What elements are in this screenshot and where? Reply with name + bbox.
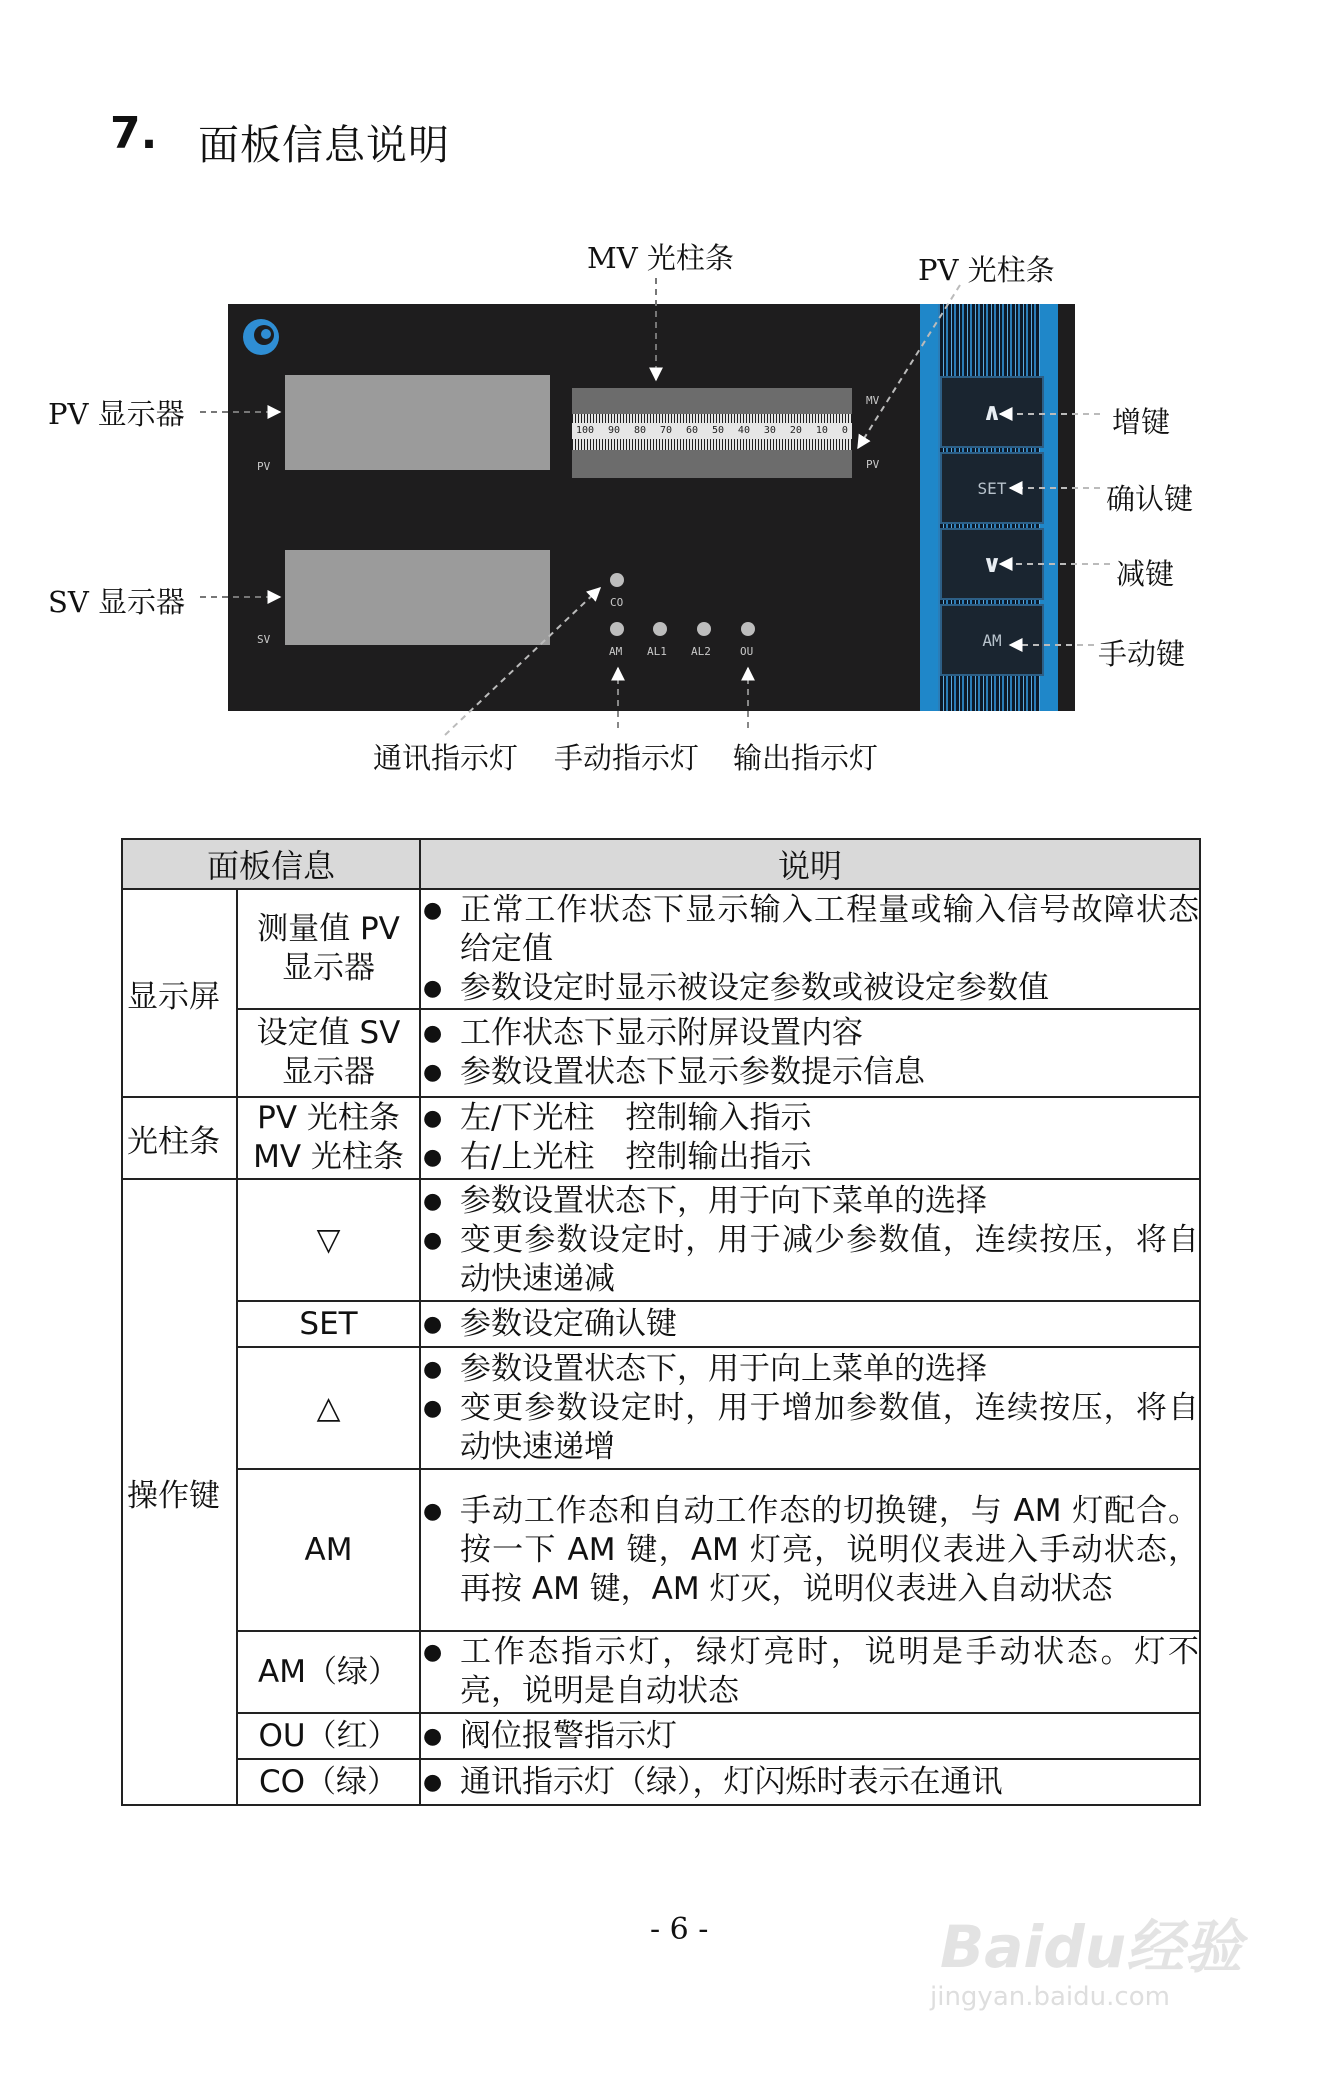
table-row [122,1759,1200,1805]
group-display: 显示屏 [122,889,237,1097]
scale-number: 30 [763,425,776,436]
scale-number: 10 [815,425,828,436]
callout-pv-display: PV 显示器 [48,397,185,431]
row-desc-am-key [420,1469,1200,1631]
scale-number: 80 [633,425,647,436]
bullet-item: ● 正常工作状态下显示输入工程量或输入信号故障状态给定值 [421,891,1199,969]
row-desc-pv-display [420,889,1200,1009]
al2-light-label: AL2 [691,645,711,658]
row-label-down-key: ▽ [237,1179,420,1301]
bullet-item: ● 通讯指示灯（绿），灯闪烁时表示在通讯 [421,1763,1199,1802]
callout-mv-bar: MV 光柱条 [587,241,734,275]
ou-light-label: OU [740,645,754,658]
label-pv-bar: PV 光柱条 [257,1100,400,1136]
chevron-up-icon: ∧ [982,398,1002,426]
scale-number: 50 [711,425,724,436]
table-row [122,1179,1200,1301]
table-row [122,1347,1200,1469]
row-label-co-green: CO（绿） [237,1759,420,1805]
callout-am-key: 手动键 [1098,637,1186,671]
callout-pv-bar: PV 光柱条 [918,253,1055,287]
bullet-item: ● 手动工作态和自动工作态的切换键，与 AM 灯配合。按一下 AM 键，AM 灯亮，说明仪表进入手动状态，再按 AM 键，AM 灯灭，说明仪表进入自动状态 [421,1492,1199,1609]
pv-small-label: PV [866,458,880,471]
bullet-item: ● 变更参数设定时，用于减少参数值，连续按压，将自动快速递减 [421,1221,1199,1299]
table-row [122,1009,1200,1097]
chevron-down-icon: ∨ [982,550,1002,578]
section-number: 7. [110,108,158,159]
table-row [122,889,1200,1009]
row-label-am-green: AM（绿） [237,1631,420,1713]
am-light-label: AM [609,645,623,658]
row-label-am-key: AM [237,1469,420,1631]
row-desc-ou-red [420,1713,1200,1759]
callout-arrows [0,0,1327,800]
callout-sv-display: SV 显示器 [48,585,186,619]
bullet-item: ● 参数设定确认键 [421,1305,1199,1344]
bullet-item: ● 变更参数设定时，用于增加参数值，连续按压，将自动快速递增 [421,1389,1199,1467]
sv-display-label: SV [257,633,271,646]
scale-number: 0 [841,425,848,436]
mv-small-label: MV [866,394,880,407]
bullet-item: ● 参数设定时显示被设定参数或被设定参数值 [421,969,1199,1008]
row-desc-down-key [420,1179,1200,1301]
panel-info-table [121,838,1201,1806]
callout-comm-light: 通讯指示灯 [373,741,519,775]
bullet-item: ● 参数设置状态下，用于向下菜单的选择 [421,1182,1199,1221]
callout-up-key: 增键 [1112,405,1171,439]
callout-manual-light: 手动指示灯 [554,741,700,775]
page-number: - 6 - [650,1912,709,1947]
row-label-set-key: SET [237,1301,420,1347]
scale-number: 100 [576,425,595,436]
label-mv-bar: MV 光柱条 [253,1139,404,1175]
pv-display-label: PV [257,460,271,473]
table-row [122,1301,1200,1347]
callout-set-key: 确认键 [1106,482,1194,516]
set-key-label: SET [977,478,1007,498]
row-label-ou-red: OU（红） [237,1713,420,1759]
section-title: 面板信息说明 [198,121,450,169]
row-desc-up-key [420,1347,1200,1469]
scale-number: 40 [737,425,750,436]
row-desc-co-green [420,1759,1200,1805]
callout-output-light: 输出指示灯 [733,741,879,775]
bullet-item: ● 左/下光柱 控制输入指示 [421,1099,1199,1138]
header-panel-info: 面板信息 [122,839,420,889]
scale-number: 60 [685,425,698,436]
row-label-bars [237,1097,420,1179]
al1-light-label: AL1 [647,645,667,658]
header-description: 说明 [420,839,1200,889]
row-label-pv-display: 测量值 PV 显示器 [237,889,420,1009]
co-light-label: CO [610,596,624,609]
row-desc-am-green [420,1631,1200,1713]
bullet-item: ● 阀位报警指示灯 [421,1717,1199,1756]
table-header-row [122,839,1200,889]
row-desc-set-key [420,1301,1200,1347]
row-label-sv-display: 设定值 SV 显示器 [237,1009,420,1097]
scale-number: 90 [608,425,621,436]
table-row [122,1097,1200,1179]
scale-number: 70 [659,425,673,436]
watermark-url: jingyan.baidu.com [930,1982,1170,2012]
table-row [122,1713,1200,1759]
bullet-item: ● 参数设置状态下，用于向上菜单的选择 [421,1350,1199,1389]
group-bar: 光柱条 [122,1097,237,1179]
bullet-item: ● 工作态指示灯，绿灯亮时，说明是手动状态。灯不亮，说明是自动状态 [421,1633,1199,1711]
bullet-item: ● 参数设置状态下显示参数提示信息 [421,1053,1199,1092]
row-desc-sv-display [420,1009,1200,1097]
table-row [122,1469,1200,1631]
table-row [122,1631,1200,1713]
scale-number: 20 [789,425,802,436]
am-key-label: AM [982,630,1002,650]
group-keys: 操作键 [122,1179,237,1805]
callout-down-key: 减键 [1116,557,1175,591]
bullet-item: ● 右/上光柱 控制输出指示 [421,1138,1199,1177]
row-desc-bars [420,1097,1200,1179]
bullet-item: ● 工作状态下显示附屏设置内容 [421,1014,1199,1053]
row-label-up-key: △ [237,1347,420,1469]
watermark-brand: Baidu经验 [940,1913,1243,1981]
